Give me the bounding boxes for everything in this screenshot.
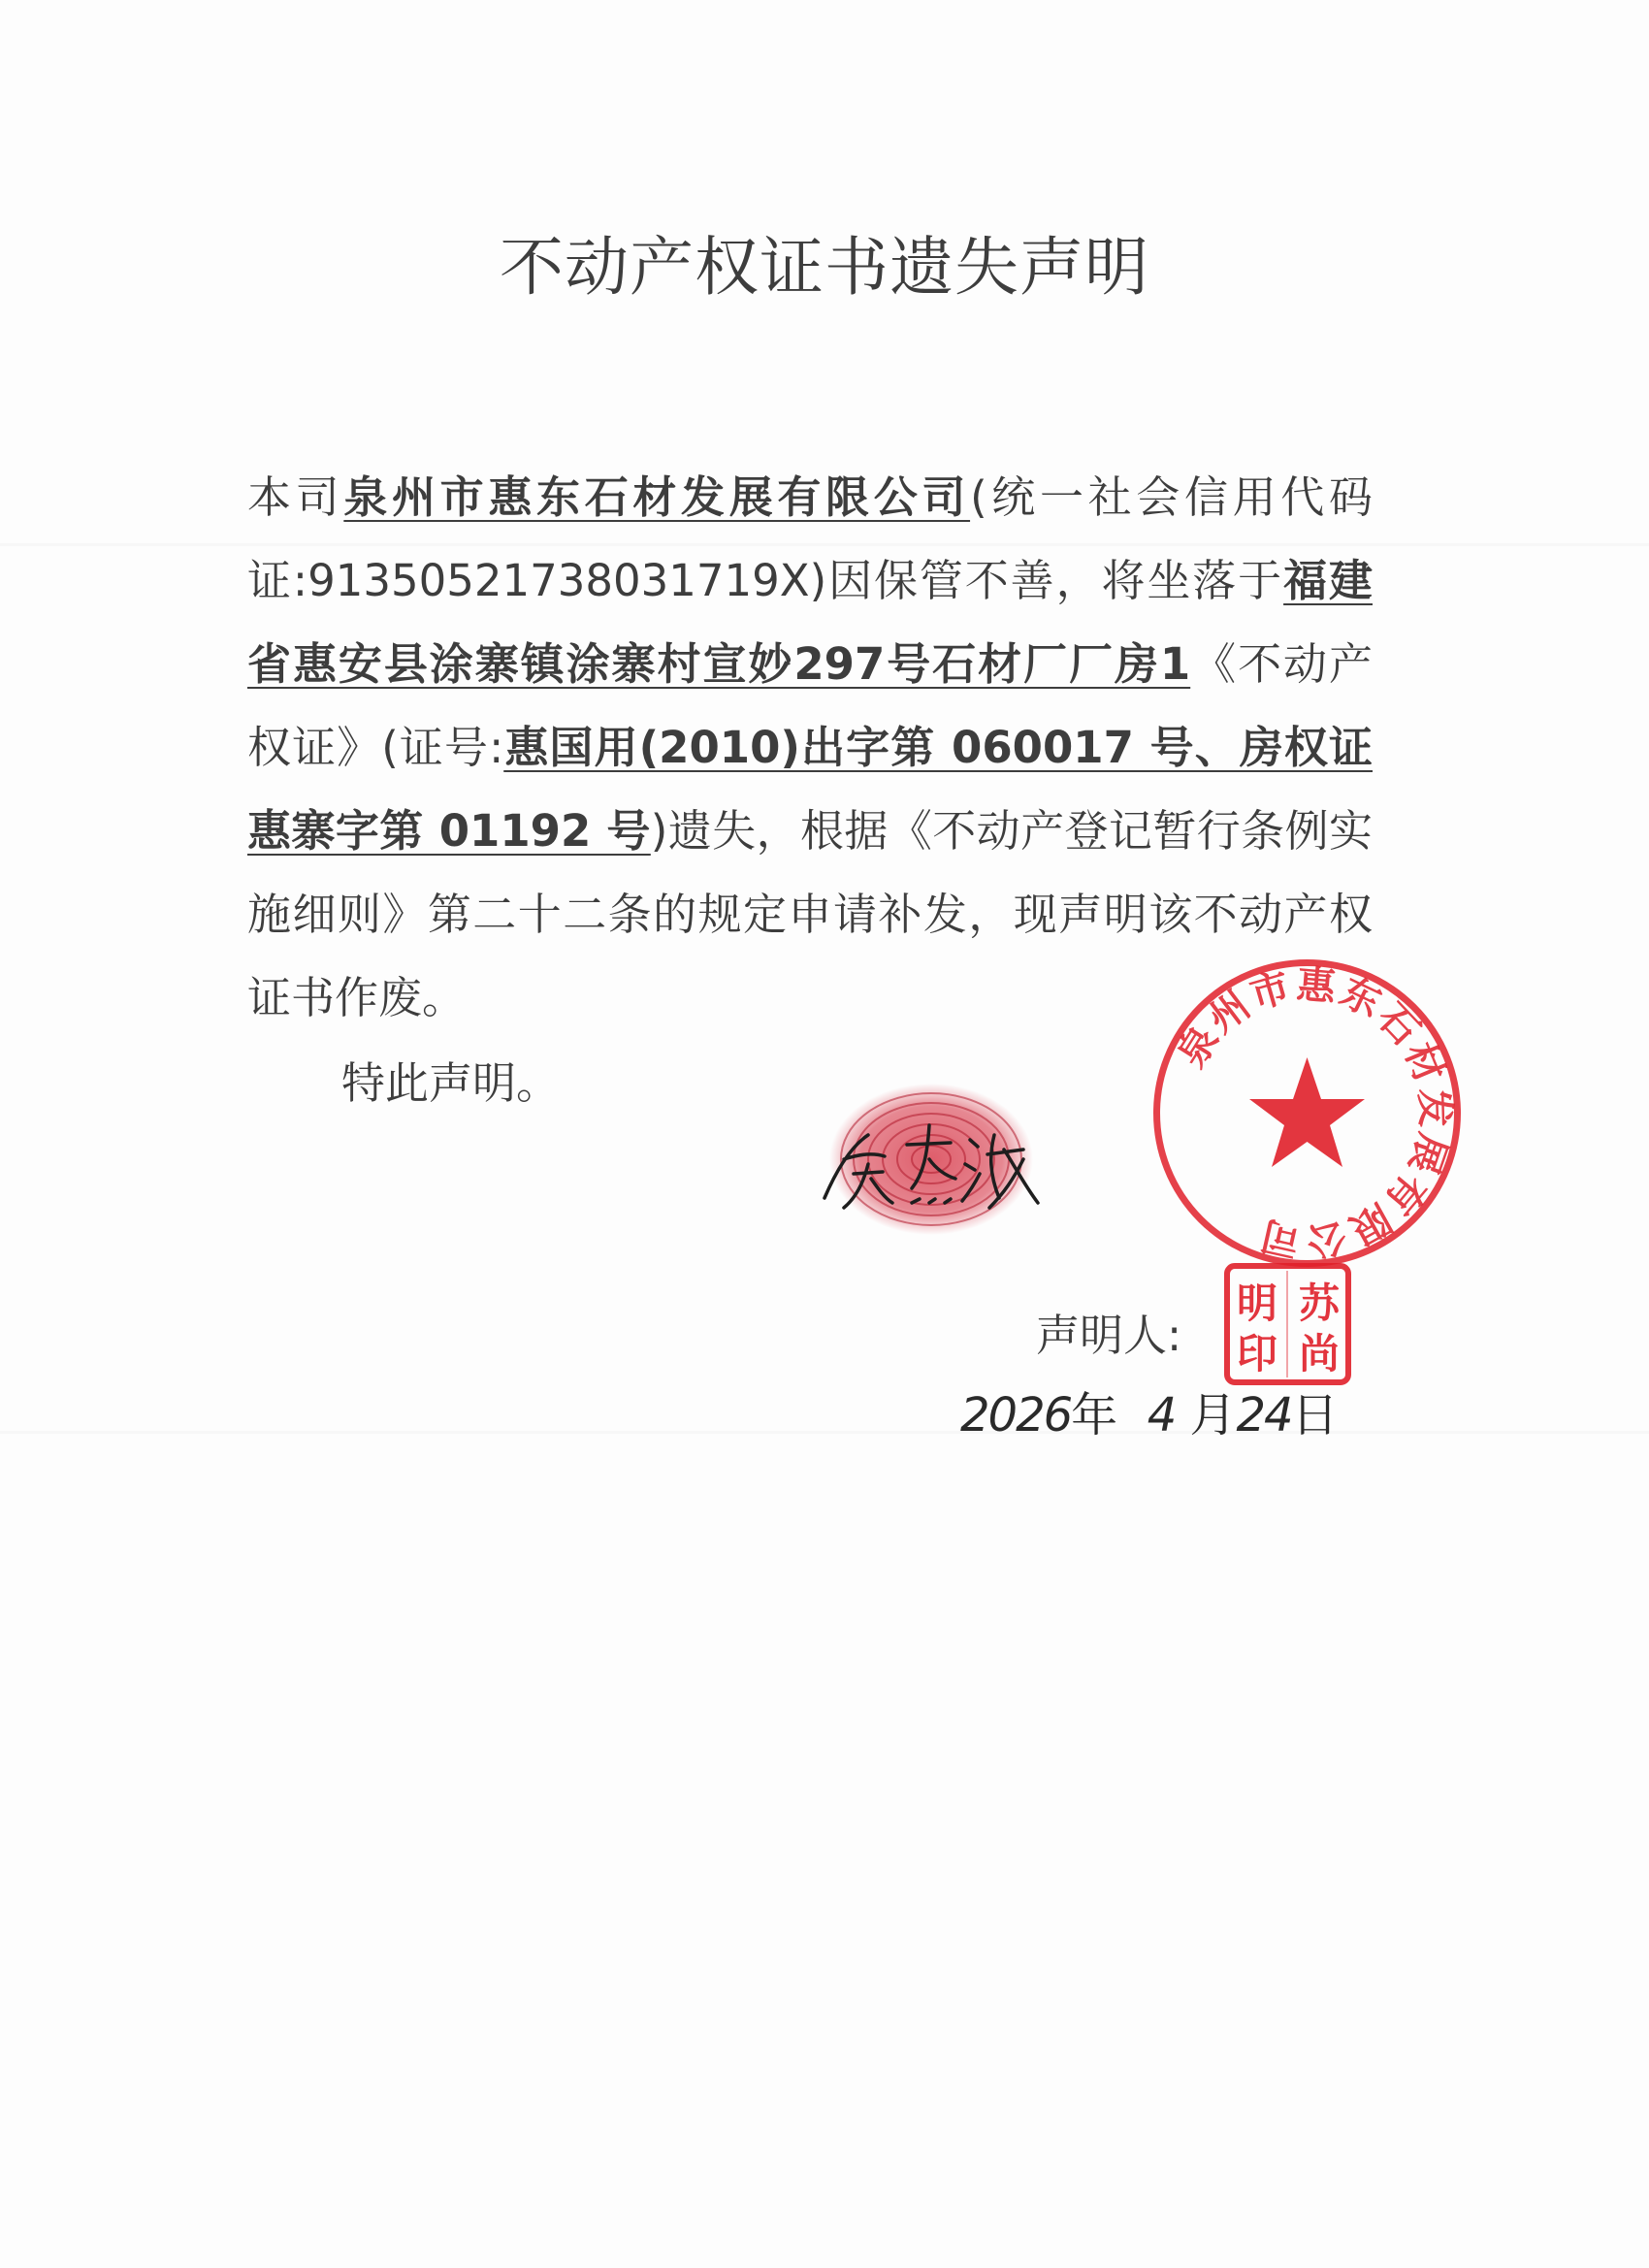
property-address: 福建省惠安县涂寨镇涂寨村宣妙297号石材厂厂房1 — [247, 555, 1373, 690]
certificate-numbers: 惠国用(2010)出字第 060017 号、房权证惠寨字第 01192 号 — [247, 722, 1374, 857]
body-conclusion: )遗失，根据《不动产登记暂行条例实施细则》第二十二条的规定申请补发，现声明该不动产权证书作废。 — [247, 805, 1373, 1023]
date-day: 24 — [1236, 1388, 1292, 1442]
date-year: 2026 — [960, 1388, 1072, 1442]
svg-text:尚: 尚 — [1298, 1330, 1341, 1377]
document-title: 不动产权证书遗失声明 — [500, 230, 1149, 305]
date-year-unit: 年 — [1071, 1388, 1118, 1442]
svg-text:印: 印 — [1236, 1330, 1278, 1377]
closing-statement: 特此声明。 — [341, 1057, 561, 1109]
body-certificate-label: 《不动产权证》(证号: — [247, 638, 1373, 773]
company-seal-text: 泉州市惠东石材发展有限公司 — [1169, 962, 1458, 1264]
date-day-unit: 日 — [1291, 1388, 1339, 1442]
star-icon — [1249, 1057, 1365, 1167]
handwritten-signature — [815, 1106, 1048, 1222]
date-month-unit: 月 — [1189, 1388, 1237, 1442]
date-line — [960, 1377, 1339, 1444]
body-credit-code: (统一社会信用代码证:91350521738031719X)因保管不善，将坐落于 — [247, 471, 1373, 606]
company-seal — [1149, 956, 1465, 1271]
body-intro: 本司 — [247, 471, 344, 523]
company-name: 泉州市惠东石材发展有限公司 — [343, 471, 971, 523]
declaration-body — [247, 456, 1373, 1040]
paper-crease — [0, 1431, 1649, 1434]
date-month: 4 — [1147, 1388, 1176, 1442]
name-seal — [1222, 1261, 1353, 1387]
svg-text:明: 明 — [1236, 1280, 1278, 1327]
declarant-label: 声明人: — [1036, 1310, 1182, 1361]
svg-text:苏: 苏 — [1298, 1280, 1341, 1327]
